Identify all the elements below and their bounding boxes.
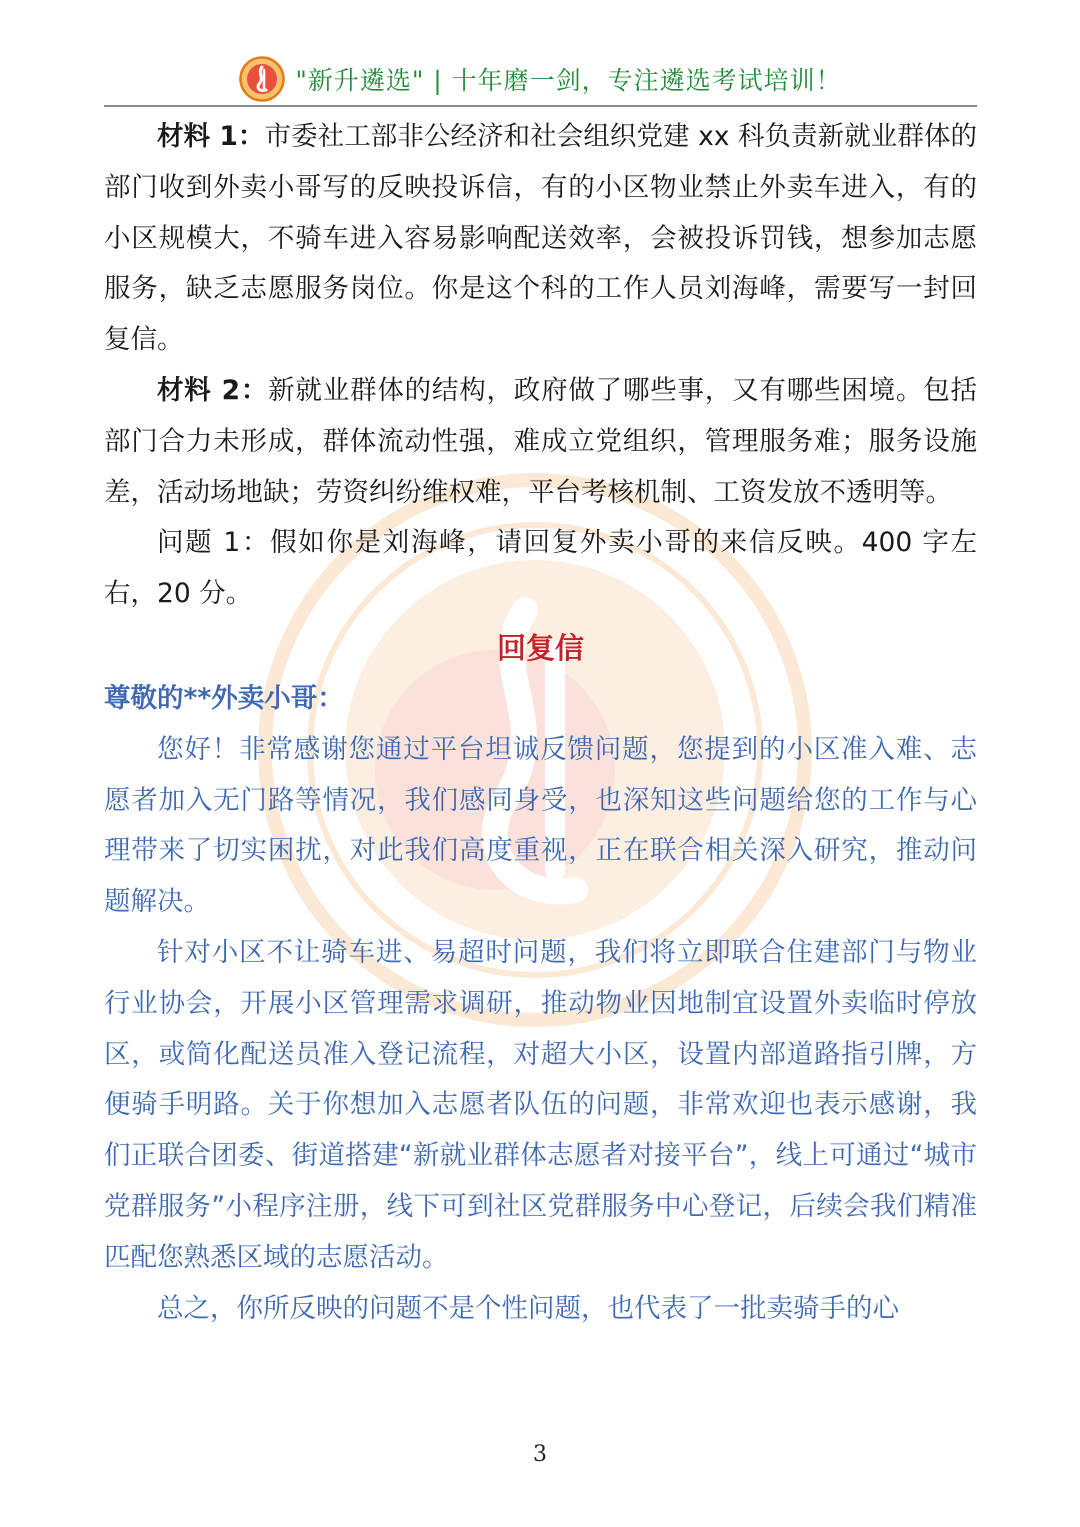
letter-paragraph-3: 总之，你所反映的问题不是个性问题，也代表了一批卖骑手的心 bbox=[157, 1292, 899, 1324]
letter-paragraph-2: 针对小区不让骑车进、易超时问题，我们将立即联合住建部门与物业行业协会，开展小区管理需求调研，推动物业因地制宜设置外卖临时停放区，或简化配送员准入登记流程，对超大小区，设置内部道路指引牌，方便骑手明路。关于你想加入志愿者队伍的问题，非常欢迎也表示感谢，我们正联合团委、街道搭建“新就业群体志愿者对接平台”，线上可通过“城市党群服务”小程序注册，线下可到社区党群服务中心登记，后续会我们精准匹配您熟悉区域的志愿活动。 bbox=[104, 936, 977, 1273]
material-1-label: 材料 1： bbox=[157, 121, 265, 152]
page-header bbox=[104, 56, 977, 102]
question-1-paragraph: 问题 1：假如你是刘海峰，请回复外卖小哥的来信反映。400 字左右，20 分。 bbox=[104, 527, 977, 610]
page-number: 3 bbox=[533, 1442, 547, 1467]
material-2-text: 新就业群体的结构，政府做了哪些事，又有哪些困境。包括部门合力未形成，群体流动性强，难成立党组织，管理服务难；服务设施差，活动场地缺；劳资纠纷维权难，平台考核机制、工资发放不透明等。 bbox=[104, 374, 977, 508]
document-body bbox=[104, 112, 977, 1334]
material-2-paragraph bbox=[104, 366, 977, 518]
letter-title: 回复信 bbox=[496, 630, 584, 665]
logo-icon bbox=[239, 56, 285, 102]
material-1-text: 市委社工部非公经济和社会组织党建 xx 科负责新就业群体的部门收到外卖小哥写的反映投诉信，有的小区物业禁止外卖车进入，有的小区规模大，不骑车进入容易影响配送效率，会被投诉罚钱，想参加志愿服务，缺乏志愿服务岗位。你是这个科的工作人员刘海峰，需要写一封回复信。 bbox=[104, 121, 977, 356]
header-divider bbox=[104, 105, 977, 107]
letter-paragraph-1: 您好！非常感谢您通过平台坦诚反馈问题，您提到的小区准入难、志愿者加入无门路等情况，我们感同身受，也深知这些问题给您的工作与心理带来了切实困扰，对此我们高度重视，正在联合相关深入研究，推动问题解决。 bbox=[104, 733, 977, 918]
material-1-paragraph bbox=[104, 112, 977, 366]
header-slogan: "新升遴选" | 十年磨一剑，专注遴选考试培训！ bbox=[295, 66, 842, 95]
material-2-label: 材料 2： bbox=[157, 374, 269, 406]
letter-salutation: 尊敬的**外卖小哥： bbox=[104, 682, 344, 714]
